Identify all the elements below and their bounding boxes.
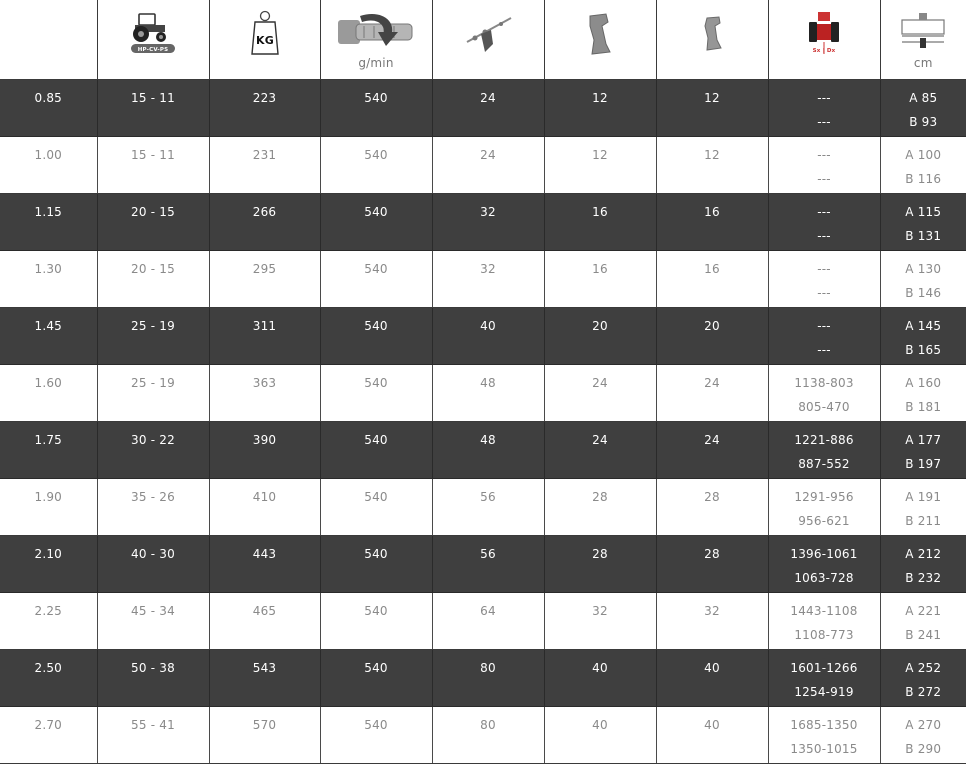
blades-total-cell <box>432 650 544 707</box>
dimension-cell <box>880 650 966 707</box>
weight-cell-value: 363 <box>252 376 277 390</box>
table-row <box>0 80 966 137</box>
track-range-cell <box>768 194 880 251</box>
header-pto-cell <box>320 0 432 80</box>
track-label: Sx | Dx <box>812 48 836 54</box>
left-blades-cell-value: 28 <box>592 490 608 504</box>
table-row <box>0 137 966 194</box>
left-blades-cell <box>544 365 656 422</box>
blades-total-cell <box>432 137 544 194</box>
blades-total-cell-value: 56 <box>480 490 496 504</box>
track-range-cell-value: --- <box>817 91 831 105</box>
dimension-cell-value: B 131 <box>905 229 942 243</box>
left-blades-cell <box>544 137 656 194</box>
width-cell-value: 1.15 <box>34 205 63 219</box>
left-blades-cell-value: 16 <box>592 205 608 219</box>
table-row <box>0 593 966 650</box>
pto-speed-cell <box>320 308 432 365</box>
blades-total-cell <box>432 536 544 593</box>
left-blades-cell-value: 40 <box>592 661 608 675</box>
table-row <box>0 422 966 479</box>
track-range-cell <box>768 536 880 593</box>
width-cell-value: 1.90 <box>34 490 63 504</box>
dimension-cell-value: B 241 <box>905 628 942 642</box>
right-blades-cell-value: 24 <box>704 433 720 447</box>
right-blades-cell <box>656 479 768 536</box>
power-cell-value: 55 - 41 <box>131 718 175 732</box>
weight-cell-value: 311 <box>252 319 277 333</box>
left-blades-cell <box>544 422 656 479</box>
power-cell <box>97 137 209 194</box>
weight-cell <box>209 422 320 479</box>
left-blades-cell-value: 24 <box>592 433 608 447</box>
dimension-cell-value: A 270 <box>905 718 942 732</box>
left-blades-cell-value: 12 <box>592 91 608 105</box>
pto-speed-cell <box>320 194 432 251</box>
weight-cell-value: 570 <box>252 718 277 732</box>
weight-cell-value: 223 <box>252 91 277 105</box>
tiller-width-icon <box>898 10 948 50</box>
left-blades-cell-value: 20 <box>592 319 608 333</box>
right-blades-cell <box>656 707 768 764</box>
width-cell <box>0 80 97 137</box>
right-blades-cell-value: 16 <box>704 205 720 219</box>
pto-speed-cell-value: 540 <box>364 661 388 675</box>
table-row <box>0 194 966 251</box>
track-range-cell-value: 805-470 <box>798 400 850 414</box>
right-blades-cell-value: 28 <box>704 490 720 504</box>
pto-speed-cell-value: 540 <box>364 205 388 219</box>
power-cell-value: 25 - 19 <box>131 376 175 390</box>
track-range-cell-value: 1396-1061 <box>790 547 858 561</box>
track-range-cell <box>768 479 880 536</box>
power-cell-value: 20 - 15 <box>131 205 175 219</box>
blades-total-cell <box>432 365 544 422</box>
track-range-cell-value: --- <box>817 148 831 162</box>
pto-speed-cell <box>320 137 432 194</box>
track-range-cell-value: 956-621 <box>798 514 850 528</box>
dimension-cell-value: B 290 <box>905 742 942 756</box>
power-cell-value: 40 - 30 <box>131 547 175 561</box>
right-blades-cell-value: 12 <box>704 148 720 162</box>
track-range-cell-value: 1685-1350 <box>790 718 858 732</box>
pto-speed-cell-value: 540 <box>364 148 388 162</box>
dimension-cell <box>880 80 966 137</box>
right-blades-cell-value: 24 <box>704 376 720 390</box>
table-row <box>0 650 966 707</box>
pto-speed-cell <box>320 707 432 764</box>
track-range-cell-value: 1443-1108 <box>790 604 858 618</box>
weight-cell <box>209 365 320 422</box>
dimension-cell <box>880 707 966 764</box>
weight-cell <box>209 479 320 536</box>
blades-total-cell <box>432 422 544 479</box>
width-cell <box>0 536 97 593</box>
table-row <box>0 479 966 536</box>
track-range-cell-value: --- <box>817 172 831 186</box>
header-dimension-cell <box>880 0 966 80</box>
right-blade-icon <box>697 14 727 54</box>
width-cell <box>0 137 97 194</box>
blades-total-cell-value: 40 <box>480 319 496 333</box>
dimension-cell-value: A 115 <box>905 205 942 219</box>
power-cell <box>97 650 209 707</box>
blades-total-cell <box>432 707 544 764</box>
left-blades-cell <box>544 650 656 707</box>
pto-speed-cell-value: 540 <box>364 319 388 333</box>
width-cell <box>0 308 97 365</box>
left-blades-cell <box>544 479 656 536</box>
track-range-cell-value: --- <box>817 343 831 357</box>
dimension-cell-value: A 191 <box>905 490 942 504</box>
right-blades-cell-value: 16 <box>704 262 720 276</box>
tractor-icon <box>123 10 183 54</box>
power-cell <box>97 194 209 251</box>
width-cell-value: 1.45 <box>34 319 63 333</box>
left-blades-cell <box>544 80 656 137</box>
left-blade-icon <box>582 12 618 56</box>
left-blades-cell-value: 28 <box>592 547 608 561</box>
dimension-cell-value: B 197 <box>905 457 942 471</box>
blades-total-cell-value: 56 <box>480 547 496 561</box>
dimension-cell-value: A 212 <box>905 547 942 561</box>
blades-total-cell-value: 32 <box>480 262 496 276</box>
dimension-cell-value: A 85 <box>909 91 938 105</box>
left-blades-cell-value: 16 <box>592 262 608 276</box>
left-blades-cell-value: 40 <box>592 718 608 732</box>
track-range-cell <box>768 251 880 308</box>
weight-icon <box>250 10 280 56</box>
blades-total-cell <box>432 479 544 536</box>
weight-cell-value: 443 <box>252 547 277 561</box>
left-blades-cell <box>544 536 656 593</box>
dimension-cell <box>880 194 966 251</box>
right-blades-cell-value: 40 <box>704 718 720 732</box>
width-cell <box>0 479 97 536</box>
width-cell-value: 1.60 <box>34 376 63 390</box>
pto-speed-cell-value: 540 <box>364 547 388 561</box>
track-range-cell-value: 1350-1015 <box>790 742 858 756</box>
blades-total-cell-value: 64 <box>480 604 496 618</box>
weight-cell <box>209 137 320 194</box>
left-blades-cell-value: 12 <box>592 148 608 162</box>
power-cell-value: 45 - 34 <box>131 604 175 618</box>
blades-total-cell-value: 80 <box>480 718 496 732</box>
blades-total-cell <box>432 251 544 308</box>
pto-speed-cell <box>320 536 432 593</box>
pto-speed-cell-value: 540 <box>364 433 388 447</box>
width-unit-label: cm <box>913 56 933 70</box>
header-right-blade-cell <box>656 0 768 80</box>
width-cell <box>0 194 97 251</box>
track-range-cell-value: 1108-773 <box>794 628 854 642</box>
weight-cell <box>209 308 320 365</box>
right-blades-cell-value: 12 <box>704 91 720 105</box>
weight-label: KG <box>255 34 274 47</box>
right-blades-cell <box>656 536 768 593</box>
right-blades-cell <box>656 137 768 194</box>
dimension-cell-value: A 177 <box>905 433 942 447</box>
weight-cell-value: 465 <box>252 604 277 618</box>
width-cell-value: 1.30 <box>34 262 63 276</box>
track-range-cell-value: --- <box>817 229 831 243</box>
track-range-cell-value: --- <box>817 115 831 129</box>
power-cell <box>97 593 209 650</box>
dimension-cell-value: B 181 <box>905 400 942 414</box>
width-cell-value: 2.25 <box>34 604 63 618</box>
right-blades-cell <box>656 422 768 479</box>
table-row <box>0 536 966 593</box>
tractor-badge-label: HP-CV-PS <box>137 47 169 53</box>
width-cell <box>0 593 97 650</box>
track-range-cell <box>768 365 880 422</box>
track-range-cell-value: --- <box>817 205 831 219</box>
track-range-cell <box>768 137 880 194</box>
power-cell <box>97 365 209 422</box>
pto-speed-cell <box>320 422 432 479</box>
dimension-cell-value: B 232 <box>905 571 942 585</box>
right-blades-cell <box>656 365 768 422</box>
header-blades-cell <box>432 0 544 80</box>
track-range-cell-value: 1601-1266 <box>790 661 858 675</box>
dimension-cell <box>880 308 966 365</box>
dimension-cell-value: B 165 <box>905 343 942 357</box>
weight-cell <box>209 650 320 707</box>
weight-cell <box>209 707 320 764</box>
left-blades-cell <box>544 593 656 650</box>
right-blades-cell <box>656 308 768 365</box>
left-blades-cell <box>544 251 656 308</box>
power-cell-value: 20 - 15 <box>131 262 175 276</box>
width-cell-value: 2.70 <box>34 718 63 732</box>
pto-speed-cell-value: 540 <box>364 376 388 390</box>
weight-cell <box>209 536 320 593</box>
left-blades-cell <box>544 308 656 365</box>
weight-cell-value: 390 <box>252 433 277 447</box>
track-range-cell <box>768 422 880 479</box>
left-blades-cell-value: 32 <box>592 604 608 618</box>
dimension-cell <box>880 251 966 308</box>
weight-cell-value: 266 <box>252 205 277 219</box>
header-left-blade-cell <box>544 0 656 80</box>
table-row <box>0 365 966 422</box>
left-blades-cell <box>544 707 656 764</box>
blades-total-cell-value: 80 <box>480 661 496 675</box>
blades-total-cell <box>432 593 544 650</box>
right-blades-cell-value: 28 <box>704 547 720 561</box>
power-cell-value: 35 - 26 <box>131 490 175 504</box>
right-blades-cell-value: 20 <box>704 319 720 333</box>
weight-cell-value: 543 <box>252 661 277 675</box>
pto-speed-cell-value: 540 <box>364 91 388 105</box>
dimension-cell-value: A 130 <box>905 262 942 276</box>
track-range-cell-value: 887-552 <box>798 457 850 471</box>
right-blades-cell <box>656 194 768 251</box>
power-cell <box>97 308 209 365</box>
weight-cell <box>209 593 320 650</box>
width-cell <box>0 365 97 422</box>
dimension-cell <box>880 479 966 536</box>
dimension-cell <box>880 593 966 650</box>
weight-cell <box>209 194 320 251</box>
dimension-cell-value: B 93 <box>909 115 938 129</box>
table-row <box>0 308 966 365</box>
blades-total-cell <box>432 194 544 251</box>
dimension-cell-value: B 272 <box>905 685 942 699</box>
track-range-cell-value: --- <box>817 319 831 333</box>
header-row <box>0 0 966 80</box>
pto-speed-cell <box>320 365 432 422</box>
power-cell-value: 30 - 22 <box>131 433 175 447</box>
dimension-cell <box>880 365 966 422</box>
track-range-cell-value: --- <box>817 262 831 276</box>
tractor-wheel-track-icon <box>807 10 841 54</box>
dimension-cell-value: A 145 <box>905 319 942 333</box>
pto-speed-cell <box>320 479 432 536</box>
blades-total-cell-value: 24 <box>480 91 496 105</box>
width-cell-value: 2.10 <box>34 547 63 561</box>
power-cell-value: 15 - 11 <box>131 91 175 105</box>
weight-cell <box>209 251 320 308</box>
dimension-cell-value: A 252 <box>905 661 942 675</box>
left-blades-cell <box>544 194 656 251</box>
blades-total-cell <box>432 308 544 365</box>
track-range-cell-value: --- <box>817 286 831 300</box>
power-cell-value: 50 - 38 <box>131 661 175 675</box>
track-range-cell-value: 1063-728 <box>794 571 854 585</box>
weight-cell-value: 295 <box>252 262 277 276</box>
width-cell <box>0 251 97 308</box>
track-range-cell-value: 1291-956 <box>794 490 854 504</box>
pto-speed-cell-value: 540 <box>364 262 388 276</box>
width-cell <box>0 707 97 764</box>
pto-speed-cell <box>320 593 432 650</box>
power-cell-value: 25 - 19 <box>131 319 175 333</box>
weight-cell-value: 231 <box>252 148 277 162</box>
power-cell-value: 15 - 11 <box>131 148 175 162</box>
header-weight-cell <box>209 0 320 80</box>
width-cell <box>0 422 97 479</box>
dimension-cell-value: B 211 <box>905 514 942 528</box>
right-blades-cell <box>656 251 768 308</box>
dimension-cell-value: A 100 <box>905 148 942 162</box>
track-range-cell-value: 1138-803 <box>794 376 854 390</box>
track-range-cell <box>768 650 880 707</box>
pto-shaft-icon <box>334 12 418 54</box>
width-cell-value: 1.00 <box>34 148 63 162</box>
track-range-cell-value: 1254-919 <box>794 685 854 699</box>
width-cell-value: 1.75 <box>34 433 63 447</box>
blades-total-cell-value: 24 <box>480 148 496 162</box>
track-range-cell <box>768 308 880 365</box>
pto-speed-cell <box>320 80 432 137</box>
pto-speed-cell <box>320 650 432 707</box>
track-range-cell <box>768 707 880 764</box>
blades-total-cell-value: 48 <box>480 376 496 390</box>
right-blades-cell <box>656 80 768 137</box>
track-range-cell-value: 1221-886 <box>794 433 854 447</box>
right-blades-cell-value: 32 <box>704 604 720 618</box>
pto-speed-cell-value: 540 <box>364 718 388 732</box>
header-power-cell <box>97 0 209 80</box>
pto-speed-cell-value: 540 <box>364 490 388 504</box>
header-width-cell <box>0 0 97 80</box>
width-cell-value: 2.50 <box>34 661 63 675</box>
track-range-cell <box>768 80 880 137</box>
power-cell <box>97 479 209 536</box>
pto-unit-label: g/min <box>358 56 394 70</box>
dimension-cell-value: A 160 <box>905 376 942 390</box>
dimension-cell <box>880 536 966 593</box>
power-cell <box>97 251 209 308</box>
blade-assembly-icon <box>461 14 515 54</box>
pto-speed-cell-value: 540 <box>364 604 388 618</box>
dimension-cell-value: A 221 <box>905 604 942 618</box>
blades-total-cell-value: 32 <box>480 205 496 219</box>
right-blades-cell <box>656 650 768 707</box>
width-cell <box>0 650 97 707</box>
dimension-cell <box>880 137 966 194</box>
power-cell <box>97 80 209 137</box>
right-blades-cell-value: 40 <box>704 661 720 675</box>
blades-total-cell-value: 48 <box>480 433 496 447</box>
width-cell-value: 0.85 <box>34 91 63 105</box>
left-blades-cell-value: 24 <box>592 376 608 390</box>
dimension-cell-value: B 116 <box>905 172 942 186</box>
table-row <box>0 251 966 308</box>
power-cell <box>97 422 209 479</box>
table-row <box>0 707 966 764</box>
weight-cell-value: 410 <box>252 490 277 504</box>
weight-cell <box>209 80 320 137</box>
power-cell <box>97 536 209 593</box>
dimension-cell-value: B 146 <box>905 286 942 300</box>
power-cell <box>97 707 209 764</box>
dimension-cell <box>880 422 966 479</box>
right-blades-cell <box>656 593 768 650</box>
header-track-cell <box>768 0 880 80</box>
blades-total-cell <box>432 80 544 137</box>
track-range-cell <box>768 593 880 650</box>
pto-speed-cell <box>320 251 432 308</box>
